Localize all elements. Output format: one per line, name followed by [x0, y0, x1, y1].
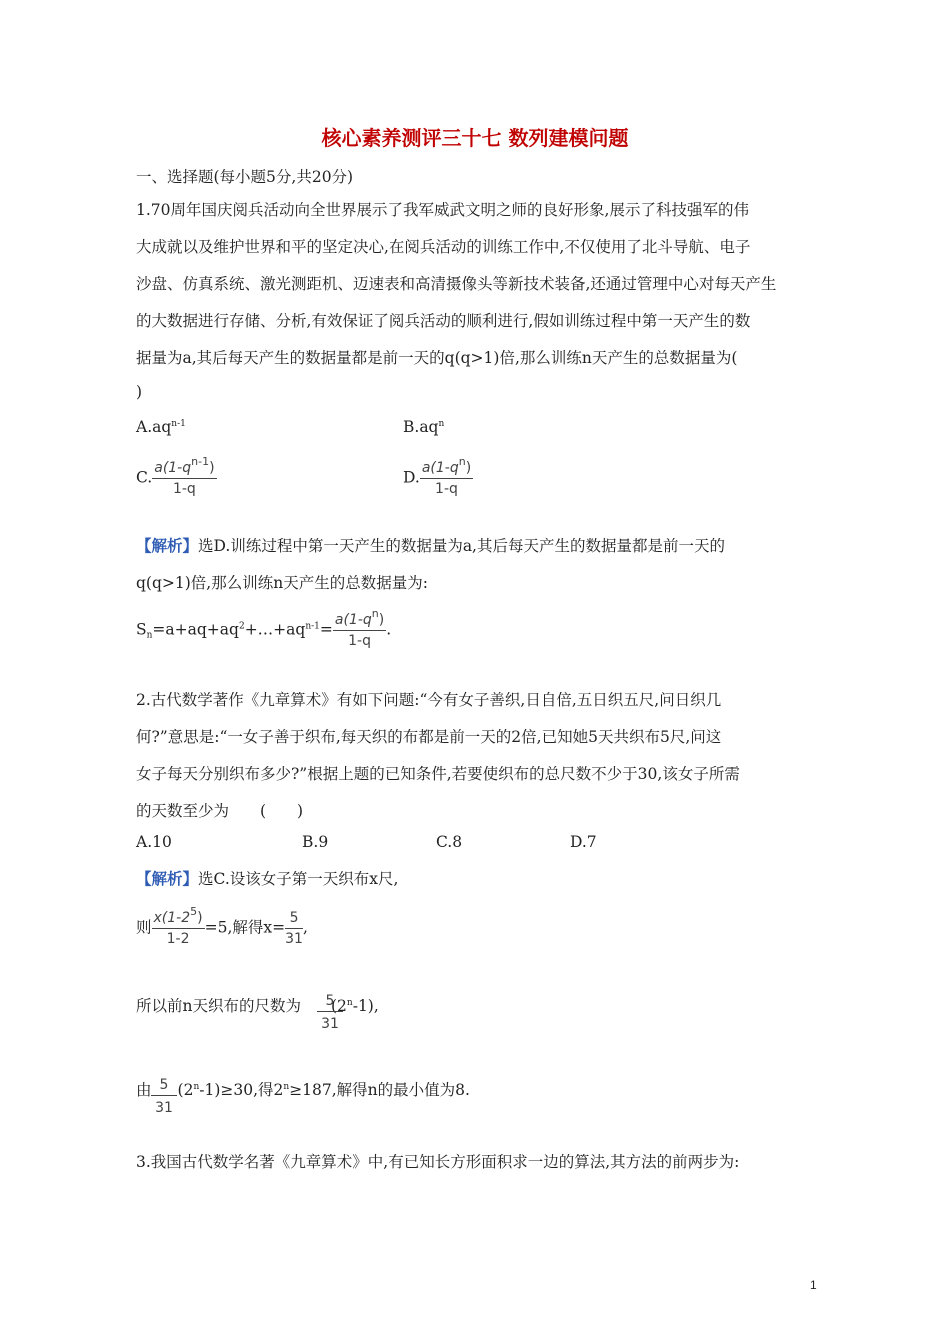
q1-option-c: C. $\frac{a(1-q^{n-1})}{1-q}$	[136, 455, 215, 497]
q1-option-b: $B.aq^n$	[403, 418, 445, 436]
q2-analysis-4: 由 $(2^n-1)\ge 30$,得$2^n\ge 187$,解得n的最小值为8.	[136, 1081, 470, 1099]
fraction-x: $\frac{x(1-2^5)}{1-2}$	[153, 905, 203, 947]
q2-line-4: 的天数至少为 ( )	[136, 802, 304, 820]
page-title: 核心素养测评三十七 数列建模问题	[321, 126, 629, 150]
q2-option-d: D.7	[570, 833, 597, 851]
q1-option-a: $A.aq^{n-1}$	[136, 418, 186, 436]
q3-line-1: 3.我国古代数学名著《九章算术》中,有已知长方形面积求一边的算法,其方法的前两步为:	[136, 1153, 740, 1171]
page-number: 1	[810, 1278, 817, 1292]
fraction-5-31-lowered: 5 31	[317, 993, 343, 1032]
q2-analysis-3: 所以前n天织布的尺数为 (2$^n$-1),	[136, 997, 379, 1015]
q2-analysis-2: 则 $\frac{x(1-2^5)}{1-2}$ =5,解得x= $\frac{5}{31}$ ,	[136, 905, 308, 947]
q1-option-d: D. $\frac{a(1-q^n)}{1-q}$	[403, 455, 472, 497]
q2-line-2: 何?”意思是:“一女子善于织布,每天织的布都是前一天的2倍,已知她5天共织布5尺,问这	[136, 728, 722, 746]
section-heading: 一、选择题(每小题5分,共20分)	[136, 168, 354, 186]
sum-fraction: $\frac{a(1-q^n)}{1-q}$	[334, 607, 385, 649]
q2-option-a: A.10	[136, 833, 172, 851]
q1-analysis-2: q(q>1)倍,那么训练n天产生的总数据量为:	[136, 574, 428, 592]
q2-line-1: 2.古代数学著作《九章算术》有如下问题:“今有女子善织,日自倍,五日织五尺,问日织几	[136, 691, 722, 709]
q1-sum-formula: $S_n=a+aq+aq^2+\dots+aq^{n-1}=$ $\frac{a(1-q^n)}{1-q}$ .	[136, 607, 392, 649]
q1-line-2: 大成就以及维护世界和平的坚定决心,在阅兵活动的训练工作中,不仅使用了北斗导航、电子	[136, 238, 751, 256]
fraction-c: $\frac{a(1-q^{n-1})}{1-q}$	[154, 455, 215, 497]
q2-option-b: B.9	[302, 833, 329, 851]
analysis-tag: 【解析】	[136, 869, 199, 888]
q1-line-5: 据量为a,其后每天产生的数据量都是前一天的q(q>1)倍,那么训练n天产生的总数据量为(	[136, 349, 738, 367]
fraction-5-31: $\frac{5}{31}$	[285, 910, 303, 947]
analysis-tag: 【解析】	[136, 536, 199, 555]
q1-line-6: )	[136, 383, 143, 401]
q1-line-4: 的大数据进行存储、分析,有效保证了阅兵活动的顺利进行,假如训练过程中第一天产生的数	[136, 312, 751, 330]
q2-analysis-1: 【解析】选C.设该女子第一天织布x尺,	[136, 869, 399, 888]
fraction-d: $\frac{a(1-q^n)}{1-q}$	[421, 455, 472, 497]
q1-analysis-1: 【解析】选D.训练过程中第一天产生的数据量为a,其后每天产生的数据量都是前一天的	[136, 536, 725, 555]
q1-line-1: 1.70周年国庆阅兵活动向全世界展示了我军威武文明之师的良好形象,展示了科技强军的伟	[136, 201, 749, 219]
q1-line-3: 沙盘、仿真系统、激光测距机、迈速表和高清摄像头等新技术装备,还通过管理中心对每天产生	[136, 275, 777, 293]
fraction-5-31-lowered-2: 5 31	[151, 1077, 177, 1116]
q2-line-3: 女子每天分别织布多少?”根据上题的已知条件,若要使织布的总尺数不少于30,该女子所需	[136, 765, 740, 783]
q2-option-c: C.8	[436, 833, 463, 851]
